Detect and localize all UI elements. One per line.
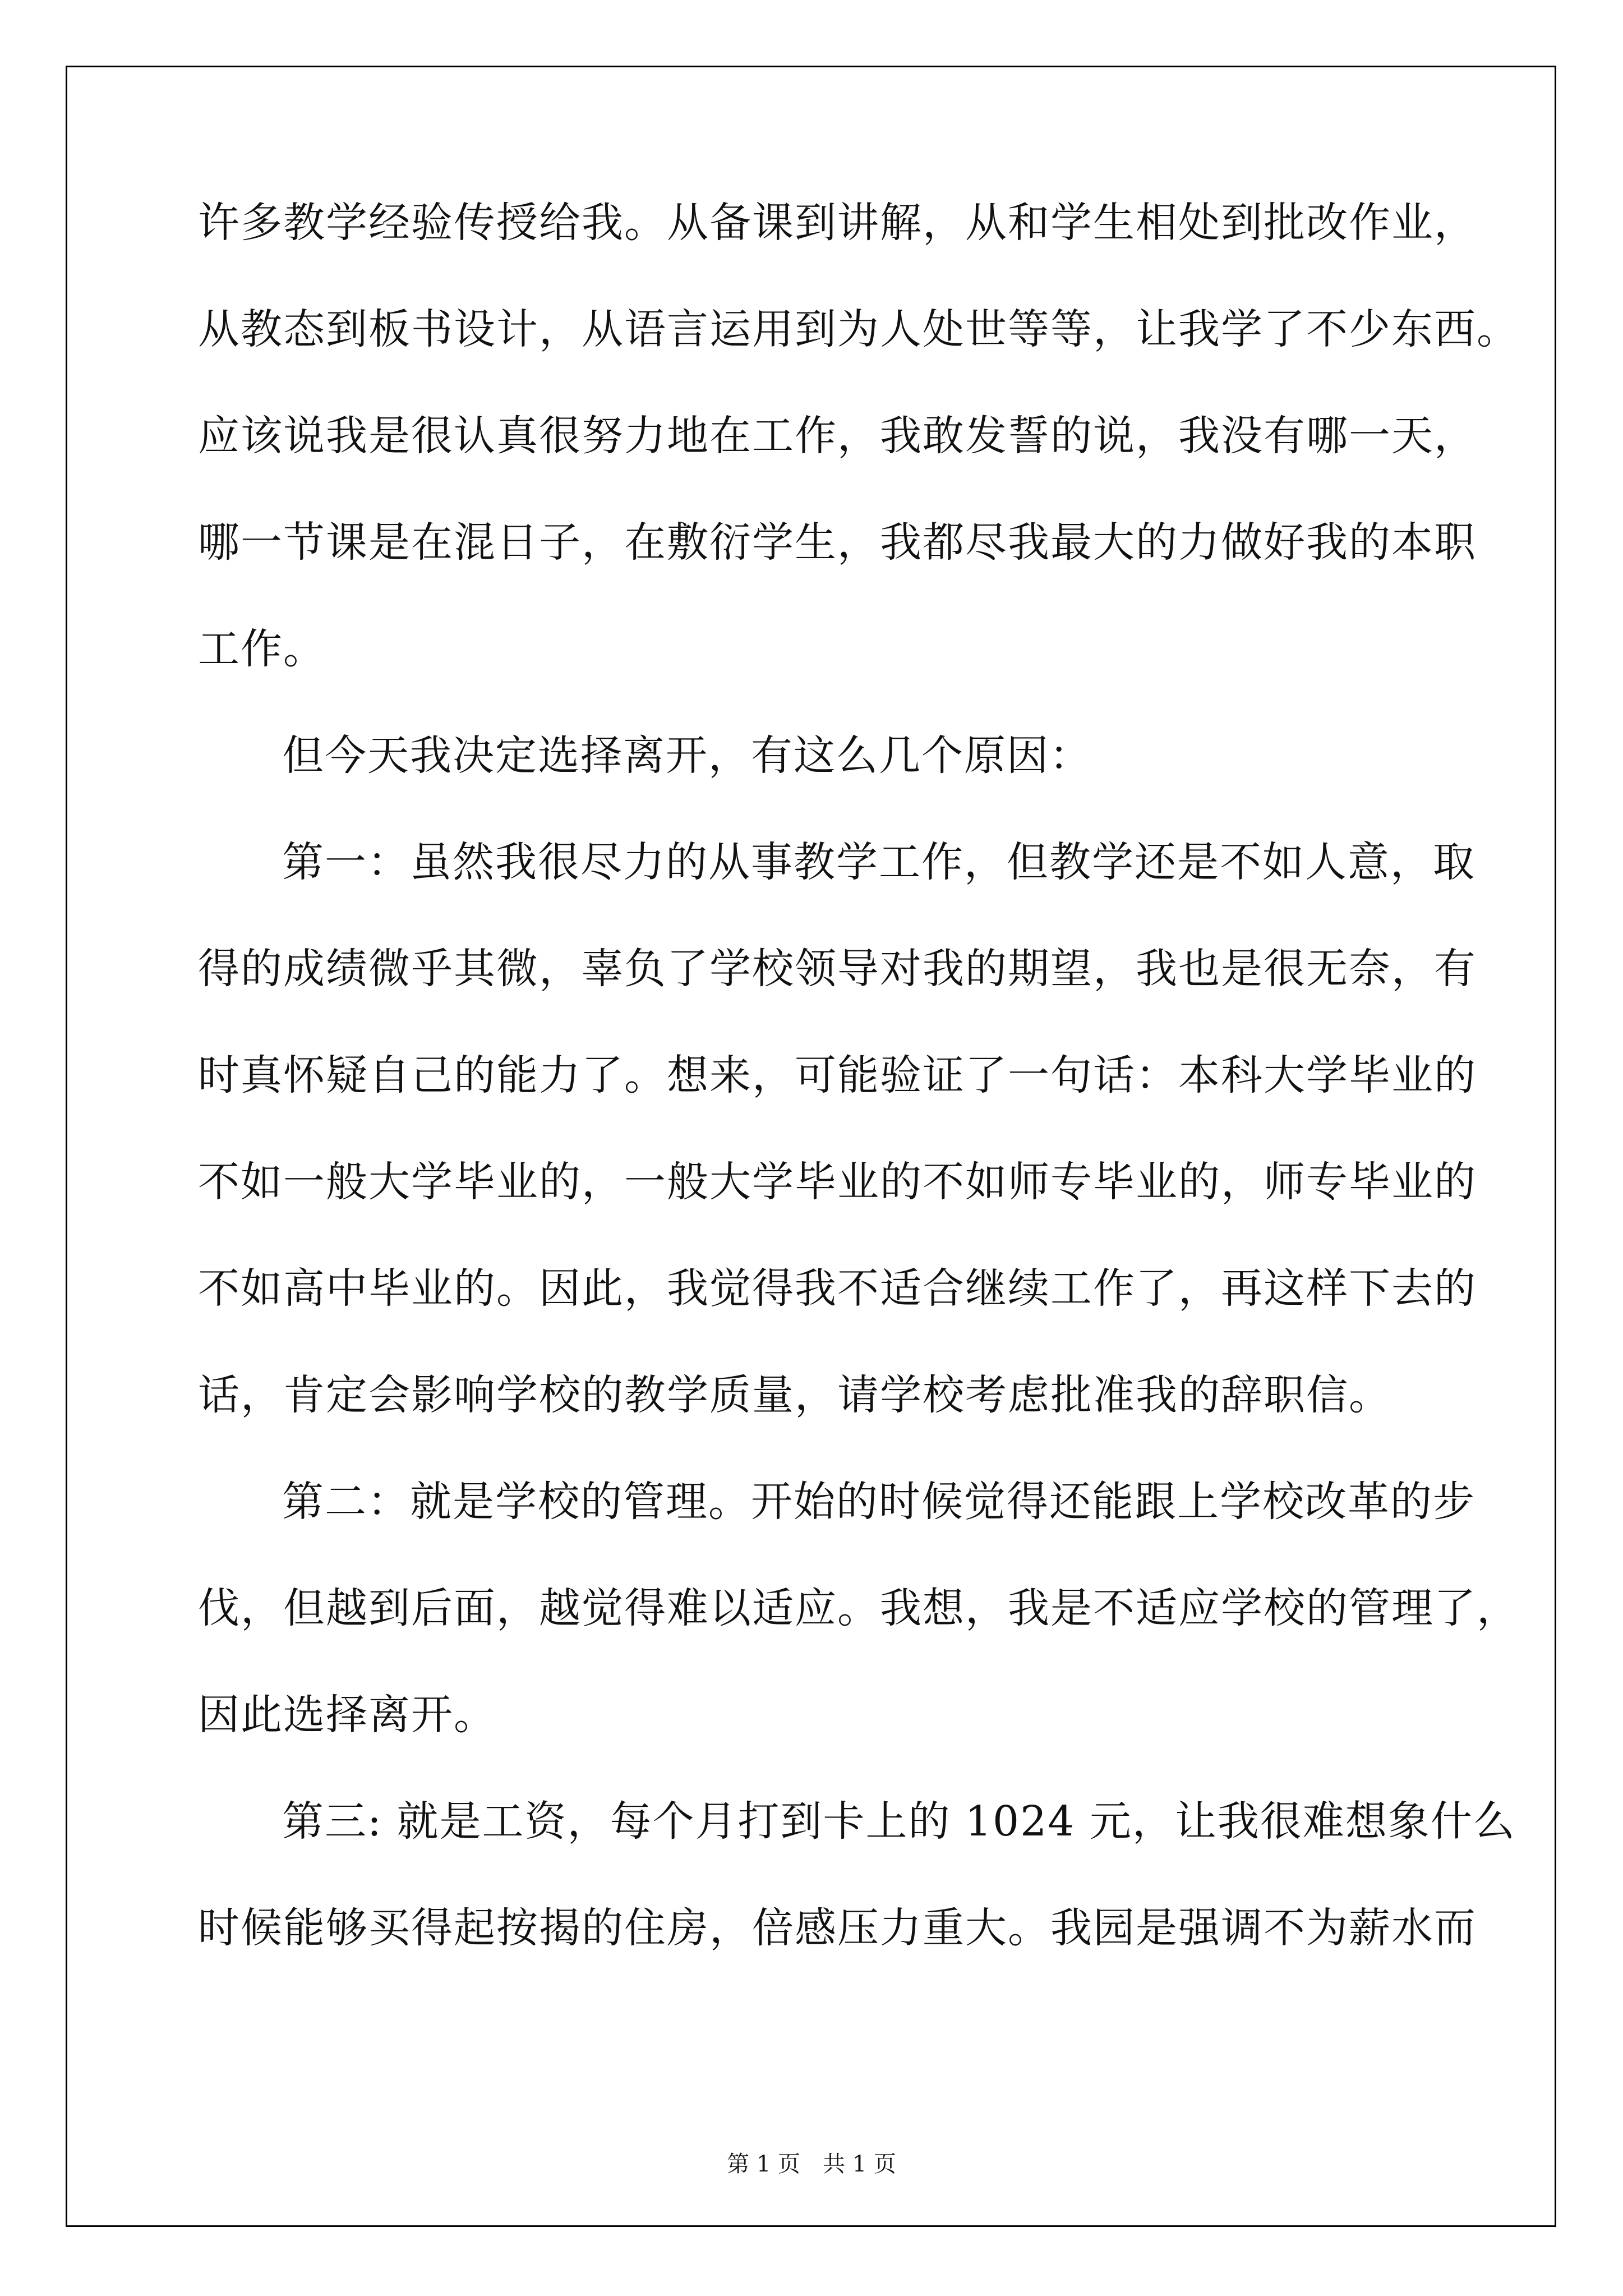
text-line-1: 许多教学经验传授给我。从备课到讲解，从和学生相处到批改作业， [198, 199, 1477, 247]
text-line-10: 不如一般大学毕业的，一般大学毕业的不如师专毕业的，师专毕业的 [198, 1158, 1477, 1206]
page-footer: 第 1 页 共 1 页 [727, 2151, 896, 2177]
text-line-15: 因此选择离开。 [198, 1691, 496, 1739]
text-line-2: 从教态到板书设计，从语言运用到为人处世等等，让我学了不少东西。 [198, 305, 1519, 353]
text-line-4: 哪一节课是在混日子，在敷衍学生，我都尽我最大的力做好我的本职 [198, 518, 1477, 567]
text-line-3: 应该说我是很认真很努力地在工作，我敢发誓的说，我没有哪一天， [198, 412, 1477, 460]
text-line-16: 第三: 就是工资，每个月打到卡上的 1024 元，让我很难想象什么 [282, 1797, 1516, 1846]
text-line-11: 不如高中毕业的。因此，我觉得我不适合继续工作了，再这样下去的 [198, 1264, 1477, 1313]
text-line-5: 工作。 [198, 625, 326, 673]
text-line-7: 第一：虽然我很尽力的从事教学工作，但教学还是不如人意，取 [282, 838, 1476, 886]
text-line-9: 时真怀疑自己的能力了。想来，可能验证了一句话：本科大学毕业的 [198, 1051, 1477, 1099]
text-line-6: 但今天我决定选择离开，有这么几个原因： [282, 731, 1092, 780]
text-line-14: 伐，但越到后面，越觉得难以适应。我想，我是不适应学校的管理了， [198, 1584, 1519, 1632]
text-line-8: 得的成绩微乎其微，辜负了学校领导对我的期望，我也是很无奈，有 [198, 945, 1477, 993]
text-line-17: 时候能够买得起按揭的住房，倍感压力重大。我园是强调不为薪水而 [198, 1904, 1477, 1952]
text-line-13: 第二：就是学校的管理。开始的时候觉得还能跟上学校改革的步 [282, 1478, 1476, 1526]
text-line-12: 话，肯定会影响学校的教学质量，请学校考虑批准我的辞职信。 [198, 1371, 1391, 1419]
